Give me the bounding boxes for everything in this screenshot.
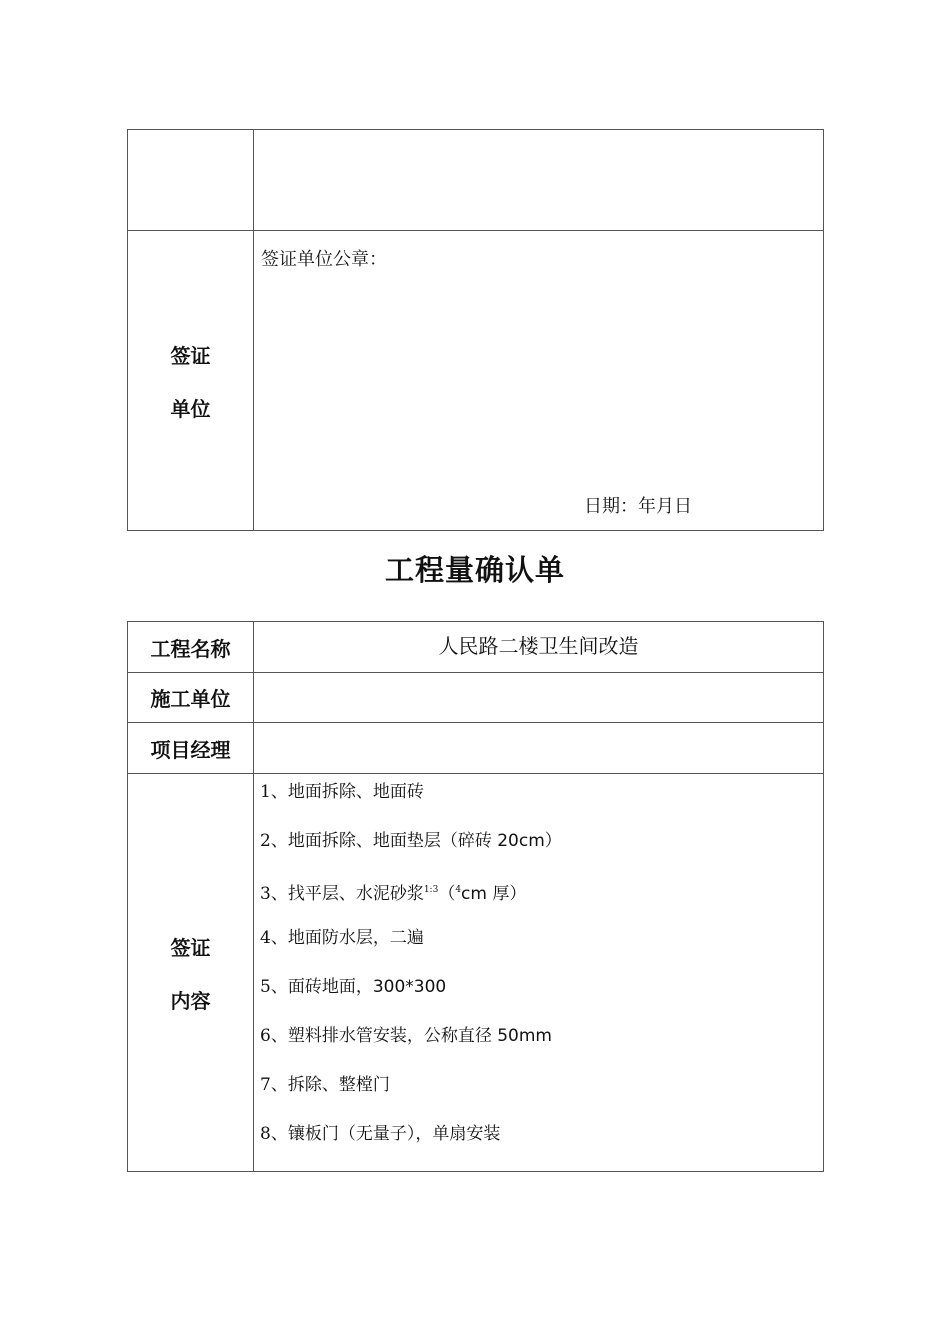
item-text: 塑料排水管安装，公称直径 50mm: [287, 1025, 552, 1046]
list-item: [260, 878, 823, 927]
list-item: [260, 1073, 823, 1122]
item-text: 镶板门（无量子），单扇安装: [287, 1123, 501, 1144]
page-title: 工程量确认单: [384, 553, 565, 587]
content-value-cell: [254, 774, 824, 1172]
item-text: 地面拆除、地面垫层（碎砖 20cm）: [287, 830, 562, 851]
item-text: 面砖地面，300*300: [287, 977, 447, 998]
blank-value-cell: [254, 130, 824, 231]
project-name-value: 人民路二楼卫生间改造: [254, 622, 824, 673]
signing-unit-label-line2: 单位: [170, 396, 211, 421]
project-manager-row: [128, 723, 824, 774]
item-text-tail: cm 厚）: [461, 883, 527, 904]
blank-row: [128, 130, 824, 231]
construction-unit-label: 施工单位: [128, 673, 254, 723]
seal-text: 签证单位公章：: [261, 249, 387, 270]
project-name-row: [128, 622, 824, 673]
item-number: 6、: [260, 1025, 288, 1046]
item-number: 7、: [260, 1074, 288, 1095]
item-number: 1、: [260, 782, 288, 802]
confirmation-form-table: [127, 621, 824, 1172]
signing-unit-row: [128, 231, 824, 531]
item-number: 2、: [260, 830, 288, 851]
item-number: 5、: [260, 977, 288, 998]
thickness-superscript: 4: [455, 884, 462, 895]
signing-unit-table: [127, 129, 824, 531]
list-item: [260, 1024, 823, 1073]
construction-unit-row: [128, 673, 824, 723]
content-row: [128, 774, 824, 1172]
project-manager-value: [254, 723, 824, 774]
list-item: [260, 1122, 823, 1171]
content-item-list: [254, 774, 823, 1170]
date-text: 日期：年月日: [584, 496, 692, 517]
list-item: [260, 926, 823, 975]
item-number: 3、: [260, 883, 288, 904]
list-item: [260, 780, 823, 829]
blank-label-cell: [128, 130, 254, 231]
signing-unit-label-cell: [128, 231, 254, 531]
item-text: 找平层、水泥砂浆: [287, 883, 424, 904]
content-label-line2: 内容: [170, 988, 211, 1013]
item-number: 8、: [260, 1123, 288, 1144]
project-manager-label: 项目经理: [128, 723, 254, 774]
item-paren: （: [438, 883, 456, 904]
list-item: [260, 829, 823, 878]
construction-unit-value: [254, 673, 824, 723]
item-text: 地面拆除、地面砖: [287, 782, 424, 802]
signing-unit-label-line1: 签证: [170, 343, 211, 368]
item-text: 地面防水层，二遍: [287, 928, 424, 949]
list-item: [260, 975, 823, 1024]
mix-ratio: 1:3: [423, 884, 439, 895]
item-number: 4、: [260, 928, 288, 949]
signing-unit-value-cell: [254, 231, 824, 531]
project-name-label: 工程名称: [128, 622, 254, 673]
item-text: 拆除、整樘门: [287, 1074, 390, 1095]
content-label-cell: [128, 774, 254, 1172]
content-label-line1: 签证: [170, 935, 211, 960]
